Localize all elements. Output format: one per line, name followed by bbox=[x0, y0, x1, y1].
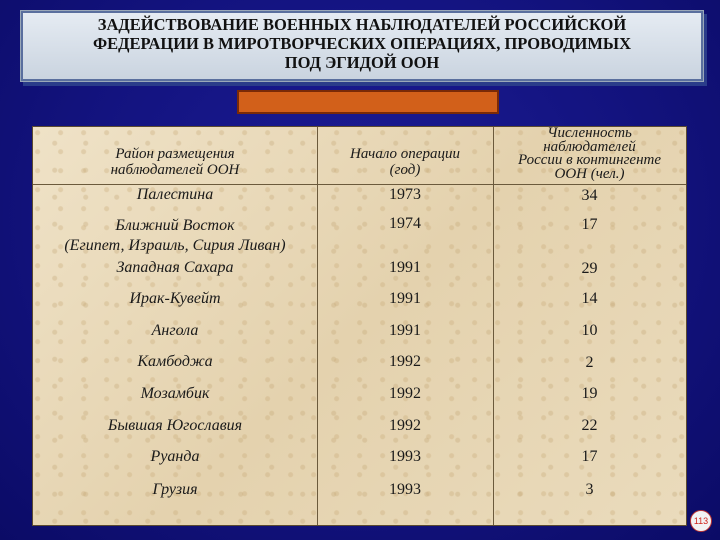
region-cell: Руанда bbox=[150, 448, 200, 465]
count-cell: 3 bbox=[585, 481, 594, 498]
header-start-year bbox=[317, 146, 493, 178]
year-cell: 1993 bbox=[389, 448, 421, 465]
decorative-bar bbox=[237, 90, 499, 114]
region-cell: Бывшая Югославия bbox=[107, 417, 243, 434]
count-cell: 34 bbox=[581, 187, 598, 204]
header-region-line: наблюдателей ООН bbox=[110, 162, 240, 178]
year-cell: 1991 bbox=[389, 259, 421, 276]
region-cell: Грузия bbox=[152, 481, 198, 498]
title-line-2: ФЕДЕРАЦИИ В МИРОТВОРЧЕСКИХ ОПЕРАЦИЯХ, ПРОВОДИМЫХ bbox=[92, 34, 632, 53]
count-cell: 14 bbox=[581, 290, 598, 307]
year-cell: 1991 bbox=[389, 322, 421, 339]
count-cell: 10 bbox=[581, 322, 598, 339]
header-observer-count bbox=[493, 127, 686, 181]
region-cell: Западная Сахара bbox=[116, 259, 234, 276]
header-count-line: Численность bbox=[547, 125, 632, 141]
count-cell: 2 bbox=[585, 354, 594, 371]
slide-title bbox=[31, 15, 693, 72]
year-cell: 1974 bbox=[389, 215, 421, 232]
header-region-line: Район размещения bbox=[115, 146, 235, 162]
region-cell: Ангола bbox=[151, 322, 199, 339]
title-line-1: ЗАДЕЙСТВОВАНИЕ ВОЕННЫХ НАБЛЮДАТЕЛЕЙ РОССИЙСКОЙ bbox=[97, 15, 627, 34]
region-cell: Палестина bbox=[136, 186, 214, 203]
count-cell: 22 bbox=[581, 417, 598, 434]
region-cell: Ирак-Кувейт bbox=[129, 290, 221, 307]
observers-table bbox=[32, 126, 687, 526]
header-start-line: Начало операции bbox=[350, 146, 460, 162]
year-cell: 1993 bbox=[389, 481, 421, 498]
year-cell: 1992 bbox=[389, 353, 421, 370]
region-cell: Мозамбик bbox=[140, 385, 210, 402]
region-line: (Египет, Израиль, Сирия Ливан) bbox=[64, 237, 286, 254]
year-cell: 1991 bbox=[389, 290, 421, 307]
region-line: Ближний Восток bbox=[115, 217, 235, 234]
header-count-line: России в контингенте bbox=[517, 152, 662, 168]
region-cell bbox=[33, 216, 317, 256]
header-start-line: (год) bbox=[389, 162, 421, 178]
title-box bbox=[20, 10, 704, 82]
count-cell: 17 bbox=[581, 216, 598, 233]
header-region bbox=[33, 146, 317, 178]
year-cell: 1992 bbox=[389, 385, 421, 402]
title-line-3: ПОД ЭГИДОЙ ООН bbox=[284, 53, 440, 72]
year-cell: 1992 bbox=[389, 417, 421, 434]
header-count-line: ООН (чел.) bbox=[554, 165, 625, 182]
count-cell: 17 bbox=[581, 448, 598, 465]
header-count-line: наблюдателей bbox=[543, 138, 636, 155]
count-cell: 19 bbox=[581, 385, 598, 402]
count-cell: 29 bbox=[581, 260, 598, 277]
region-cell: Камбоджа bbox=[137, 353, 213, 370]
page-number-badge: 113 bbox=[690, 510, 712, 532]
year-cell: 1973 bbox=[389, 186, 421, 203]
